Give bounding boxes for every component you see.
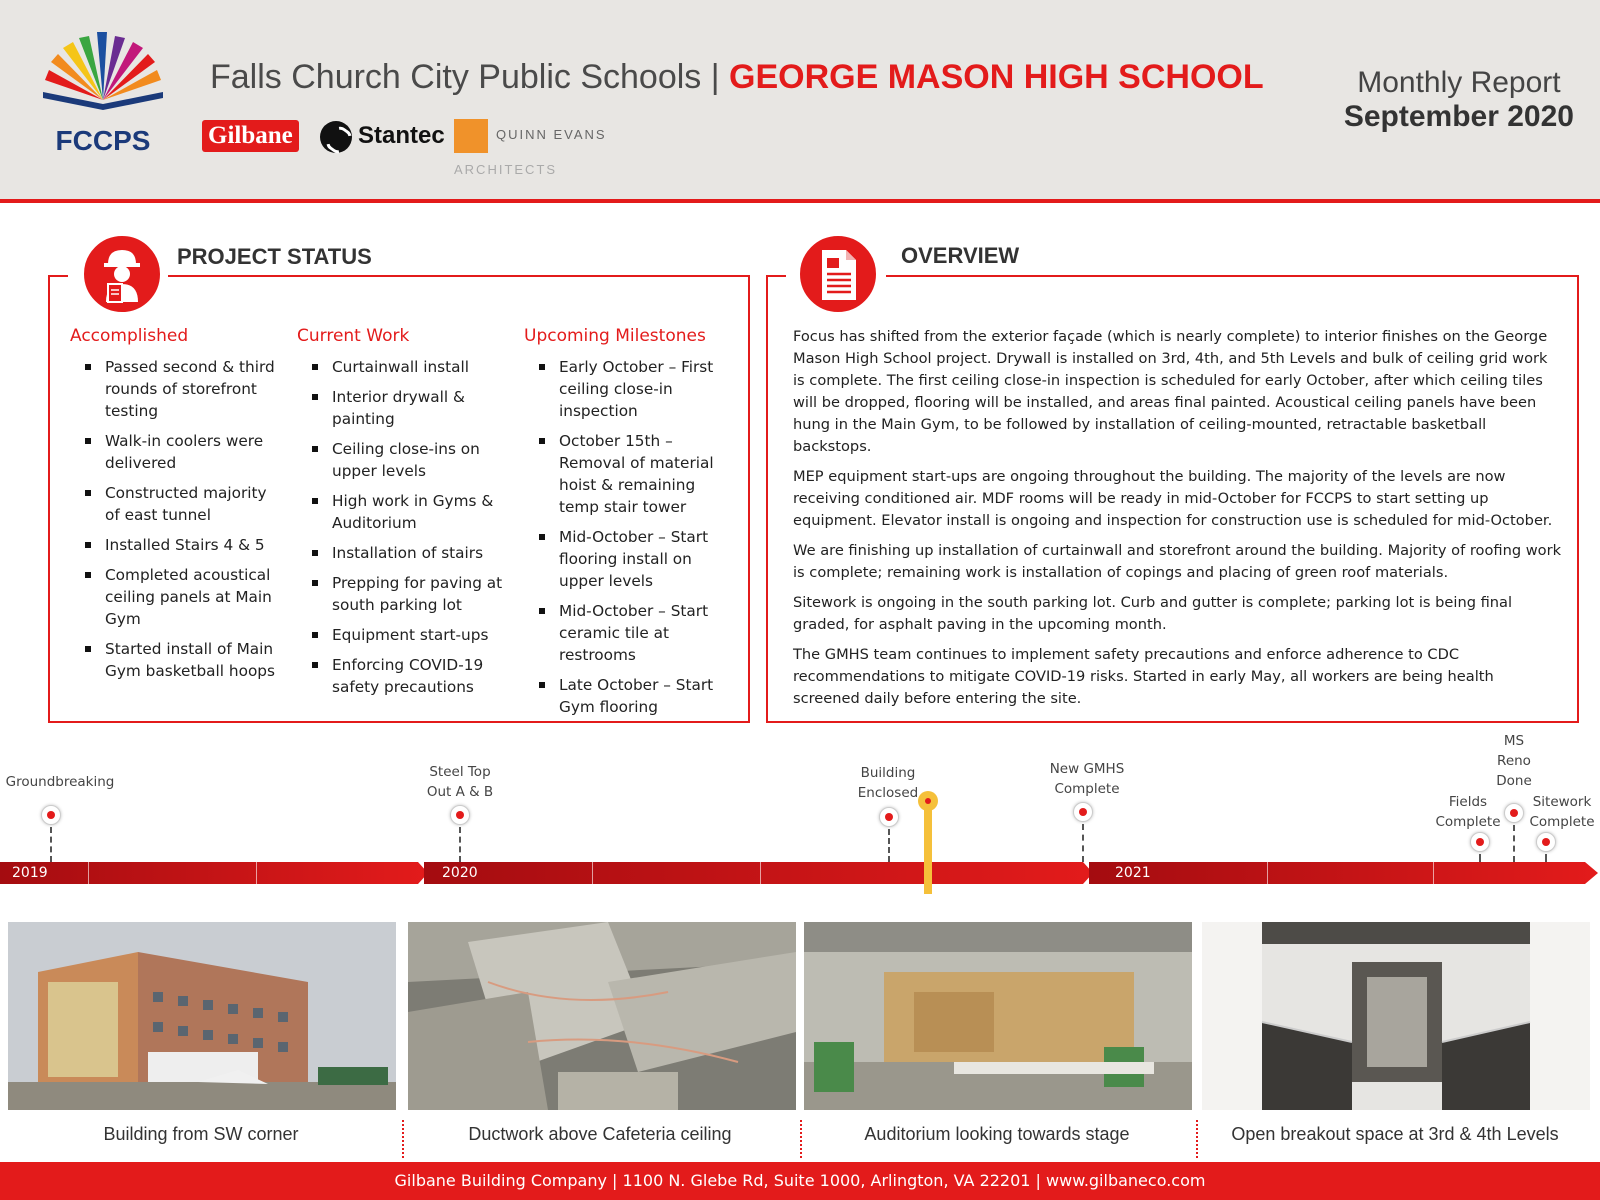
milestone-marker xyxy=(41,805,61,825)
list-item: Late October – Start Gym flooring xyxy=(524,674,736,718)
partner-logos xyxy=(202,116,702,177)
milestone-marker xyxy=(450,805,470,825)
stantec-logo: Stantec xyxy=(320,118,445,154)
construction-worker-icon xyxy=(80,232,164,316)
milestone-connector xyxy=(50,827,52,862)
page-title xyxy=(210,58,1264,97)
overview-title: OVERVIEW xyxy=(901,243,1020,268)
column-heading: Accomplished xyxy=(70,326,189,346)
overview-paragraph: We are finishing up installation of curtainwall and storefront around the building. Majority of roofing work is complete; remaining work is installation of copings and placing of green roof materials. xyxy=(793,542,1562,581)
photo-caption: Building from SW corner xyxy=(103,1124,299,1144)
milestone-connector xyxy=(888,829,890,862)
list-item: Equipment start-ups xyxy=(297,624,507,646)
current-month-marker xyxy=(924,799,932,894)
school-name: GEORGE MASON HIGH SCHOOL xyxy=(729,58,1264,96)
column-heading: Current Work xyxy=(297,326,410,346)
milestone-label: Fields Complete xyxy=(1435,794,1501,830)
year-label: 2019 xyxy=(12,865,48,881)
accomplished-column xyxy=(70,326,280,690)
overview-paragraph: Sitework is ongoing in the south parking lot. Curb and gutter is complete; parking lot is being final graded, for asphalt paving in the upcoming month. xyxy=(793,594,1513,633)
list-item: Started install of Main Gym basketball hoops xyxy=(70,638,280,682)
report-header xyxy=(0,0,1600,203)
milestone-connector xyxy=(1082,824,1084,862)
report-date: September 2020 xyxy=(1343,100,1574,133)
upcoming-milestones-column xyxy=(524,326,736,726)
report-label: Monthly Report xyxy=(1357,66,1561,99)
year-label: 2020 xyxy=(442,865,478,881)
milestone-connector xyxy=(459,827,461,862)
year-label: 2021 xyxy=(1115,865,1151,881)
milestone-label: Steel Top Out A & B xyxy=(426,764,494,800)
document-icon xyxy=(796,232,880,316)
stantec-mark-icon xyxy=(320,121,352,153)
project-status-title: PROJECT STATUS xyxy=(177,244,372,269)
district-name: Falls Church City Public Schools | xyxy=(210,58,730,96)
list-item: October 15th – Removal of material hoist & remaining temp stair tower xyxy=(524,430,736,518)
milestone-connector xyxy=(1513,825,1515,862)
milestone-connector xyxy=(1545,854,1547,862)
fccps-logo xyxy=(28,28,178,158)
list-item: Interior drywall & painting xyxy=(297,386,507,430)
list-item: Mid-October – Start flooring install on upper levels xyxy=(524,526,736,592)
photo-building-sw xyxy=(8,922,396,1110)
overview-body xyxy=(793,326,1563,718)
list-item: Ceiling close-ins on upper levels xyxy=(297,438,507,482)
gilbane-logo: Gilbane xyxy=(202,120,299,152)
milestone-label: Building Enclosed xyxy=(857,765,919,801)
milestone-label: Groundbreaking xyxy=(5,774,115,790)
milestone-marker xyxy=(1536,832,1556,852)
list-item: Completed acoustical ceiling panels at Main Gym xyxy=(70,564,280,630)
list-item: Prepping for paving at south parking lot xyxy=(297,572,507,616)
overview-paragraph: Focus has shifted from the exterior façade (which is nearly complete) to interior finishes on the George Mason High School project. Drywall is installed on 3rd, 4th, and 5th Levels and bulk of ceiling grid work is complete. The first ceiling close-in inspection is scheduled for early October, after which ceiling tiles will be dropped, flooring will be installed, and areas final painted. Acoustical ceiling panels have been hung in the Main Gym, to be followed by installation of ceiling-mounted, retractable basketball backstops. xyxy=(793,328,1548,455)
milestone-marker xyxy=(1073,802,1093,822)
list-item: Passed second & third rounds of storefront testing xyxy=(70,356,280,422)
current-work-column xyxy=(297,326,507,706)
milestone-connector xyxy=(1479,854,1481,862)
project-timeline xyxy=(0,735,1600,900)
milestone-label: Sitework Complete xyxy=(1529,794,1595,830)
column-heading: Upcoming Milestones xyxy=(524,326,706,346)
list-item: Enforcing COVID-19 safety precautions xyxy=(297,654,507,698)
milestone-marker xyxy=(1504,803,1524,823)
svg-text:FCCPS: FCCPS xyxy=(55,125,151,156)
list-item: Installed Stairs 4 & 5 xyxy=(70,534,280,556)
milestone-marker xyxy=(1470,832,1490,852)
list-item: Installation of stairs xyxy=(297,542,507,564)
list-item: Early October – First ceiling close-in inspection xyxy=(524,356,736,422)
photo-breakout xyxy=(1202,922,1590,1110)
photo-caption: Auditorium looking towards stage xyxy=(864,1124,1130,1144)
photo-auditorium xyxy=(804,922,1192,1110)
footer: Gilbane Building Company | 1100 N. Glebe Rd, Suite 1000, Arlington, VA 22201 | www.gilbaneco.com xyxy=(0,1162,1600,1200)
photo-caption: Ductwork above Cafeteria ceiling xyxy=(468,1124,732,1144)
list-item: Walk-in coolers were delivered xyxy=(70,430,280,474)
photo-ductwork xyxy=(408,922,796,1110)
list-item: Constructed majority of east tunnel xyxy=(70,482,280,526)
overview-paragraph: The GMHS team continues to implement safety precautions and enforce adherence to CDC recommendations to mitigate COVID-19 risks. Started in early May, all workers are being health screened daily before entering the site. xyxy=(793,646,1494,707)
overview-paragraph: MEP equipment start-ups are ongoing throughout the building. The majority of the levels are now receiving conditioned air. MDF rooms will be ready in mid-October for FCCPS to start setting up equipment. Elevator install is ongoing and inspection for construction use is scheduled for mid-October. xyxy=(793,468,1553,529)
quinn-evans-logo: QUINN EVANS ARCHITECTS xyxy=(454,118,702,152)
milestone-label: MS Reno Done xyxy=(1496,733,1532,789)
photo-caption: Open breakout space at 3rd & 4th Levels xyxy=(1231,1124,1559,1144)
milestone-label: New GMHS Complete xyxy=(1049,761,1125,797)
quinn-evans-mark-icon xyxy=(454,119,488,153)
list-item: High work in Gyms & Auditorium xyxy=(297,490,507,534)
list-item: Curtainwall install xyxy=(297,356,507,378)
report-period xyxy=(1344,66,1574,134)
milestone-marker xyxy=(879,807,899,827)
timeline-bar xyxy=(0,735,1600,900)
list-item: Mid-October – Start ceramic tile at restrooms xyxy=(524,600,736,666)
